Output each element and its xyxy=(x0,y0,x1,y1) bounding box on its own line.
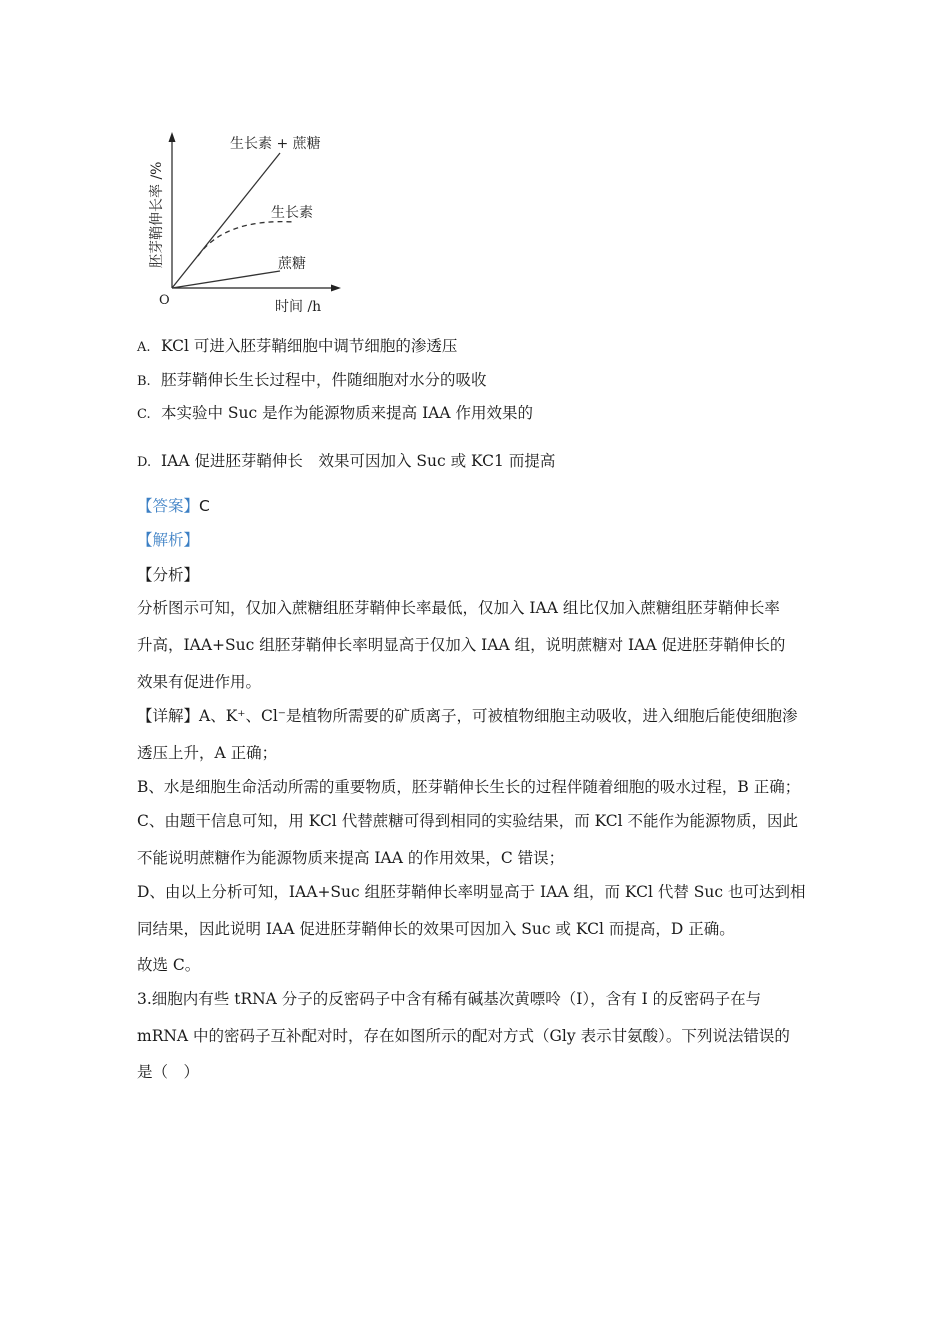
option-b-text: 胚芽鞘伸长生长过程中，件随细胞对水分的吸收 xyxy=(161,371,487,389)
question-line: mRNA 中的密码子互补配对时，存在如图所示的配对方式（Gly 表示甘氨酸）。下列说法错误的 xyxy=(137,1027,790,1045)
body-line: 效果有促进作用。 xyxy=(137,673,262,691)
option-a xyxy=(137,334,457,356)
option-b xyxy=(137,368,487,390)
x-axis-arrow xyxy=(331,285,341,292)
series-label-iaa: 生长素 xyxy=(271,205,313,221)
option-c-letter: C. xyxy=(137,407,151,422)
question-line: 3.细胞内有些 tRNA 分子的反密码子中含有稀有碱基次黄嘌呤（I），含有 I 的反密码子在与 xyxy=(137,990,762,1008)
body-line: 不能说明蔗糖作为能源物质来提高 IAA 的作用效果，C 错误； xyxy=(137,849,565,867)
body-line: 同结果，因此说明 IAA 促进胚芽鞘伸长的效果可因加入 Suc 或 KCl 而提高，D 正确。 xyxy=(137,920,735,938)
body-line: D、由以上分析可知，IAA+Suc 组胚芽鞘伸长率明显高于 IAA 组，而 KCl 代替 Suc 也可达到相 xyxy=(137,883,806,901)
body-line: 【详解】A、K⁺、Cl⁻是植物所需要的矿质离子，可被植物细胞主动吸收，进入细胞后能使细胞渗 xyxy=(137,707,798,725)
option-d-text: IAA 促进胚芽鞘伸长 效果可因加入 Suc 或 KC1 而提高 xyxy=(161,452,556,470)
y-axis-label: 胚芽鞘伸长率 /% xyxy=(149,161,165,268)
answer-value: C xyxy=(199,497,210,515)
body-line: C、由题干信息可知，用 KCl 代替蔗糖可得到相同的实验结果，而 KCl 不能作为能源物质，因此 xyxy=(137,812,799,830)
body-line: 分析图示可知，仅加入蔗糖组胚芽鞘伸长率最低，仅加入 IAA 组比仅加入蔗糖组胚芽鞘伸长率 xyxy=(137,599,780,617)
fenxi-label: 【分析】 xyxy=(137,566,200,584)
body-line: 透压上升，A 正确； xyxy=(137,744,278,762)
analysis-label: 【解析】 xyxy=(137,531,200,549)
question-line: 是（ ） xyxy=(137,1063,200,1081)
series-line-suc xyxy=(172,271,280,288)
option-c xyxy=(137,401,533,423)
option-a-letter: A. xyxy=(137,340,151,355)
body-line: 升高，IAA+Suc 组胚芽鞘伸长率明显高于仅加入 IAA 组，说明蔗糖对 IAA 促进胚芽鞘伸长的 xyxy=(137,636,786,654)
answer-label: 【答案】 xyxy=(137,497,200,515)
answer-row xyxy=(137,494,210,516)
y-axis-arrow xyxy=(169,132,176,142)
series-label-iaa-suc: 生长素 + 蔗糖 xyxy=(230,136,321,152)
body-line: B、水是细胞生命活动所需的重要物质，胚芽鞘伸长生长的过程伴随着细胞的吸水过程，B 正确； xyxy=(137,778,801,796)
series-line-iaa-suc xyxy=(172,153,280,288)
x-axis-label: 时间 /h xyxy=(275,299,322,315)
growth-chart xyxy=(130,120,350,320)
origin-label: O xyxy=(159,293,170,308)
option-b-letter: B. xyxy=(137,374,151,389)
option-d-letter: D. xyxy=(137,455,152,470)
option-c-text: 本实验中 Suc 是作为能源物质来提高 IAA 作用效果的 xyxy=(161,404,534,422)
option-d xyxy=(137,449,555,471)
body-line: 故选 C。 xyxy=(137,956,201,974)
series-line-iaa xyxy=(198,222,295,256)
series-label-suc: 蔗糖 xyxy=(278,256,306,272)
option-a-text: KCl 可进入胚芽鞘细胞中调节细胞的渗透压 xyxy=(161,337,458,355)
